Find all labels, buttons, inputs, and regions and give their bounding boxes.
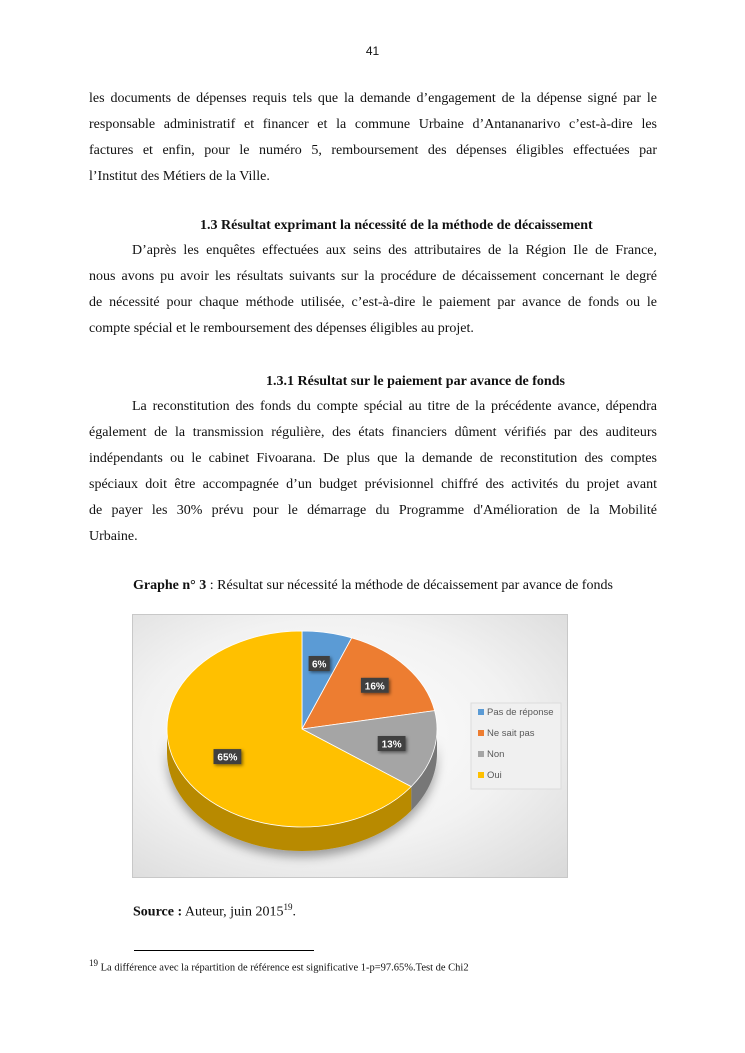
- figure-caption-label: Graphe n° 3: [133, 578, 207, 593]
- figure-caption-text: : Résultat sur nécessité la méthode de décaissement par avance de fonds: [206, 578, 613, 593]
- svg-text:65%: 65%: [217, 752, 238, 764]
- paragraph-1: [89, 86, 657, 190]
- legend-item-1: [478, 728, 535, 739]
- paragraph-line: de nécessité pour chaque méthode utilisée, c’est-à-dire le paiement par avance de fonds ou le: [89, 295, 657, 310]
- page-number: 41: [365, 44, 380, 58]
- footnote-text: La différence avec la répartition de référence est significative 1-p=97.65%.Test de Chi2: [98, 962, 469, 974]
- pie-data-label-0: [309, 656, 330, 671]
- section-heading: 1.3 Résultat exprimant la nécessité de la méthode de décaissement: [200, 218, 593, 233]
- paragraph-line: également de la transmission régulière, des états financiers dûment vérifiés par des auditeurs: [89, 425, 657, 440]
- svg-text:Pas de réponse: Pas de réponse: [487, 707, 554, 718]
- paragraph-2: [89, 238, 657, 342]
- paragraph-line: factures et enfin, pour le numéro 5, remboursement des dépenses éligibles effectuées par: [89, 143, 657, 158]
- paragraph-3: [89, 394, 657, 550]
- svg-text:6%: 6%: [311, 659, 327, 671]
- footnote-number: 19: [89, 958, 98, 968]
- paragraph-line: de payer les 30% prévu pour le démarrage du Programme d'Amélioration de la Mobilité: [89, 503, 657, 518]
- footnote-separator: [134, 950, 314, 951]
- paragraph-line: nous avons pu avoir les résultats suivants sur la procédure de décaissement concernant le degré: [89, 269, 657, 284]
- footnote-ref[interactable]: 19: [283, 902, 293, 912]
- svg-text:Ne sait pas: Ne sait pas: [487, 728, 535, 739]
- figure-caption: [133, 578, 613, 594]
- legend-item-0: [478, 707, 554, 718]
- svg-text:16%: 16%: [364, 681, 385, 693]
- paragraph-line: D’après les enquêtes effectuées aux seins des attributaires de la Région Ile de France,: [132, 243, 657, 258]
- pie-chart: [133, 615, 567, 877]
- svg-text:13%: 13%: [381, 739, 402, 751]
- footnote: [89, 958, 469, 974]
- pie-data-label-3: [214, 749, 242, 764]
- pie-data-label-2: [378, 736, 406, 751]
- svg-text:Non: Non: [487, 749, 505, 760]
- figure-source: [133, 902, 296, 921]
- paragraph-line: compte spécial et le remboursement des dépenses éligibles au projet.: [89, 321, 474, 336]
- paragraph-line: spéciaux doit être accompagnée d’un budget prévisionnel chiffré des activités du projet avant: [89, 477, 657, 492]
- source-text: Auteur, juin 2015: [182, 904, 284, 920]
- paragraph-line: indépendants ou le cabinet Fivoarana. De plus que la demande de reconstitution des comptes: [89, 451, 657, 466]
- pie-chart-frame: [132, 614, 568, 878]
- source-end: .: [292, 904, 296, 920]
- pie-data-label-1: [361, 678, 389, 693]
- svg-text:Oui: Oui: [487, 770, 502, 781]
- paragraph-line: l’Institut des Métiers de la Ville.: [89, 169, 270, 184]
- paragraph-line: La reconstitution des fonds du compte spécial au titre de la précédente avance, dépendra: [132, 399, 657, 414]
- paragraph-line: Urbaine.: [89, 529, 138, 544]
- subsection-heading: 1.3.1 Résultat sur le paiement par avance de fonds: [266, 374, 565, 389]
- paragraph-line: responsable administratif et financer et la commune Urbaine d’Antananarivo c’est-à-dire les: [89, 117, 657, 132]
- paragraph-line: les documents de dépenses requis tels que la demande d’engagement de la dépense signé par le: [89, 91, 657, 106]
- source-label: Source :: [133, 904, 183, 920]
